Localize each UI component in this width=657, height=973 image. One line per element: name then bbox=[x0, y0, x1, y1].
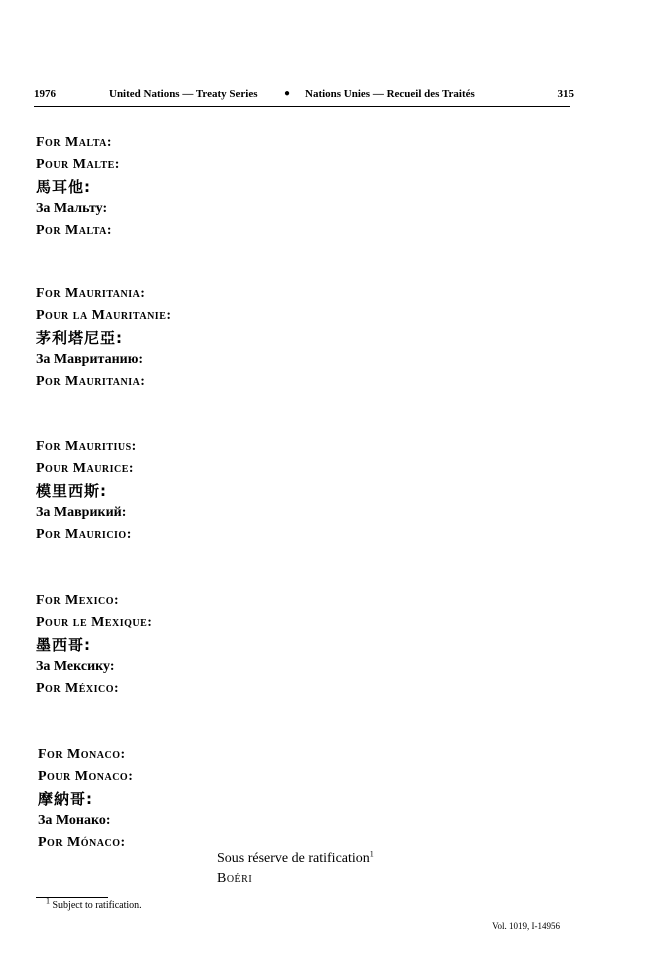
signatory-fr: Pour la Mauritanie: bbox=[36, 308, 172, 323]
signatory-block-mauritius bbox=[36, 436, 137, 546]
signatory-es: Por Mónaco: bbox=[38, 835, 126, 850]
signature-block bbox=[217, 849, 374, 889]
reservation-text: Sous réserve de ratification bbox=[217, 851, 370, 866]
signatory-en: For Malta: bbox=[36, 135, 113, 150]
signatory-en: For Mauritania: bbox=[36, 286, 146, 301]
page-number: 315 bbox=[557, 88, 574, 100]
signatory-ru: За Мальту: bbox=[36, 201, 108, 216]
signatory-zh: 茅利塔尼亞: bbox=[36, 329, 123, 347]
signatory-es: Por Mauricio: bbox=[36, 527, 132, 542]
footnote bbox=[46, 896, 142, 911]
signatory-fr: Pour Maurice: bbox=[36, 461, 135, 476]
signatory-zh: 摩納哥: bbox=[38, 790, 93, 808]
signatory-ru: За Мавританию: bbox=[36, 352, 144, 367]
signatory-es: Por México: bbox=[36, 681, 120, 696]
footnote-mark: 1 bbox=[46, 896, 50, 906]
signatory-block-malta bbox=[36, 132, 120, 242]
header-year: 1976 bbox=[34, 88, 56, 100]
signatory-fr: Pour le Mexique: bbox=[36, 615, 153, 630]
signatory-name: Boéri bbox=[217, 871, 253, 886]
signatory-es: Por Mauritania: bbox=[36, 374, 146, 389]
header-rule bbox=[34, 106, 570, 107]
signatory-fr: Pour Malte: bbox=[36, 157, 120, 172]
ratification-reservation bbox=[217, 849, 374, 869]
signatory-en: For Mexico: bbox=[36, 593, 120, 608]
signatory-block-mexico bbox=[36, 590, 152, 700]
footnote-ref: 1 bbox=[369, 849, 374, 859]
signatory-en: For Mauritius: bbox=[36, 439, 137, 454]
volume-reference: Vol. 1019, I-14956 bbox=[492, 921, 560, 931]
signatory-zh: 墨西哥: bbox=[36, 636, 91, 654]
signatory-zh: 模里西斯: bbox=[36, 482, 107, 500]
footnote-text: Subject to ratification. bbox=[52, 900, 142, 911]
signatory-block-monaco bbox=[38, 744, 133, 854]
signatory-fr: Pour Monaco: bbox=[38, 769, 134, 784]
signatory-ru: За Маврикий: bbox=[36, 505, 127, 520]
signatory-ru: За Мексику: bbox=[36, 659, 115, 674]
header-title-en: United Nations — Treaty Series bbox=[109, 88, 258, 100]
signatory-ru: За Монако: bbox=[38, 813, 111, 828]
header-bullet: ● bbox=[284, 88, 291, 99]
signatory-block-mauritania bbox=[36, 283, 172, 393]
header-title-fr: Nations Unies — Recueil des Traités bbox=[305, 88, 475, 100]
signatory-zh: 馬耳他: bbox=[36, 178, 91, 196]
signatory-en: For Monaco: bbox=[38, 747, 126, 762]
signatory-es: Por Malta: bbox=[36, 223, 113, 238]
running-header bbox=[34, 88, 574, 104]
